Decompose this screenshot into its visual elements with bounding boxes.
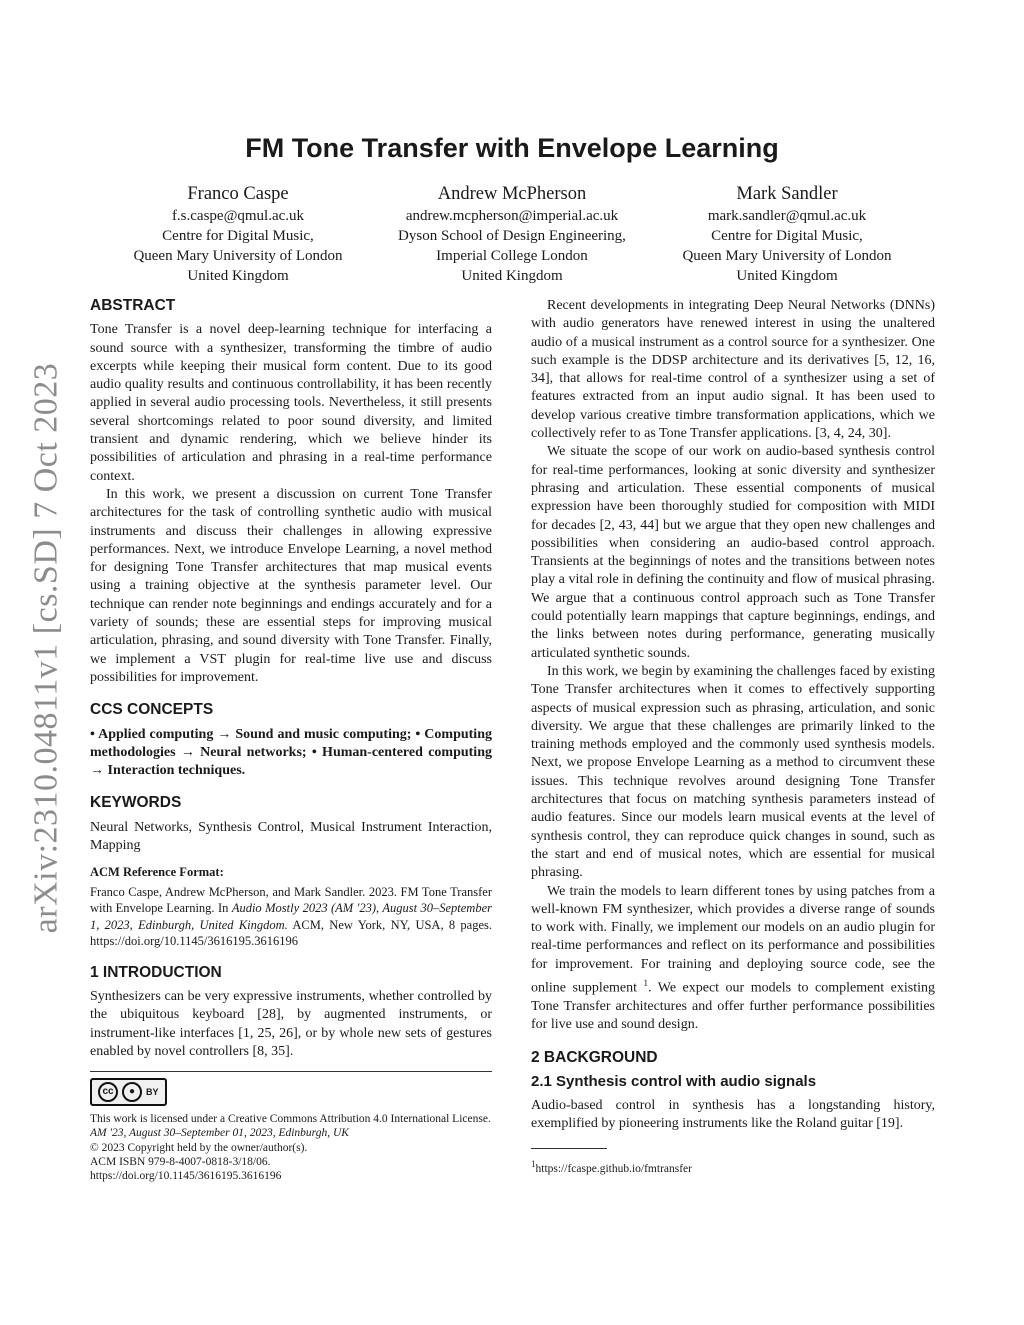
license-divider <box>90 1071 492 1072</box>
introduction-paragraph: We train the models to learn different tones by using patches from a well-known FM synthesizer, which provides a diverse range of sounds to work with. Finally, we implement our models on an audio plugin for real-time performances and reflect on its performance and possibilities for improvement. For training and deploying source code, see the online supplement $^1$. We expect our models to complement existing Tone Transfer architectures and offer further performance possibilities for live use and sound design. <box>531 883 936 1033</box>
introduction-paragraph: Recent developments in integrating Deep Neural Networks (DNNs) with audio generators have renewed interest in using the unaltered audio of a musical instrument as a control source for a synthesizer. One such example is the DDSP architecture and its derivatives [5, 12, 16, 34], that allows for real-time control of a synthesizer using a set of features extracted from an input audio signal. It has been used to develop various creative timbre transformation applications, which we collectively refer to as Tone Transfer applications. [3, 4, 24, 30]. <box>531 298 935 442</box>
acm-reference-venue: Audio Mostly 2023 (AM '23), August 30–September 1, 2023, Edinburgh, United Kingdom. <box>90 901 492 932</box>
author-dept: Dyson School of Design Engineering, <box>398 228 626 244</box>
cc-by-label: BY <box>146 1086 159 1097</box>
author-institution: Queen Mary University of London <box>682 248 892 264</box>
author-institution: Imperial College London <box>436 248 588 264</box>
introduction-paragraph: In this work, we begin by examining the challenges faced by existing Tone Transfer architectures when it comes to effectively supporting aspects of musical expression such as phrasing, articulation, and sonic diversity. We argue that these challenges are primarily linked to the training methods employed and the commonly used synthesis models. Next, we propose Envelope Learning as a method to circumvent these issues. This technique revolves around designing Tone Transfer architectures that focus on matching synthesis parameters instead of audio features. Since our models learn musical events at the level of synthesis control, they can reproduce quick changes in sound, such as the start and end of musical notes, which are essential for musical phrasing. <box>531 663 936 881</box>
introduction-paragraph: We situate the scope of our work on audio-based synthesis control for real-time performances, looking at sonic diversity and synthesizer phrasing and articulation. These essential components of musical expression have been thoroughly studied for composition with MIDI for decades [2, 43, 44] but we argue that they open new challenges and possibilities when considering an audio-based control approach. Transients at the beginnings of notes and the transitions between notes play a vital role in defining the continuity and flow of musical phrasing. We argue that a continuous control approach such as Tone Transfer could potentially learn mappings that capture beginnings, endings, and the links between notes during performance, generating musically articulated synthetic sounds. <box>531 444 935 661</box>
abstract-paragraph: In this work, we present a discussion on current Tone Transfer architectures for the task of controlling synthetic audio with musical instruments and discuss their challenges in allowing expressive performances. Next, we introduce Envelope Learning, a novel method for designing Tone Transfer architectures that map musical events using a training objective at the synthesis parameter level. Our technique can render note beginnings and endings accurately and for a variety of sounds; these are essential steps for improving musical articulation, phrasing, and sound diversity with Tone Transfer. Finally, we implement a VST plugin for real-time live use and discuss possibilities for improvement. <box>90 486 492 685</box>
author-dept: Centre for Digital Music, <box>162 228 314 244</box>
footnote-link[interactable]: https://fcaspe.github.io/fmtransfer <box>535 1162 692 1175</box>
attribution-person-icon: ● <box>122 1082 142 1102</box>
footnote-marker: 1 <box>643 977 649 988</box>
creative-commons-icon: cc <box>98 1082 118 1102</box>
acm-reference: Franco Caspe, Andrew McPherson, and Mark Sandler. 2023. FM Tone Transfer with Envelope Learning. In Audio Mostly 2023 (AM '23), August 30–September 1, 2023, Edinburgh, United Kingdom. ACM, New York, NY, USA, 8 pages. https://doi.org/10.1145/3616195.3616196 <box>90 884 492 949</box>
right-column <box>531 297 935 1178</box>
footnote-divider <box>531 1148 607 1149</box>
author-email: mark.sandler@qmul.ac.uk <box>707 208 867 224</box>
ccs-concepts: • Applied computing → Sound and music computing; • Computing methodologies → Neural networks; • Human-centered computing → Interaction techniques. <box>90 726 492 779</box>
abstract-heading: ABSTRACT <box>90 297 176 314</box>
ccs-heading: CCS CONCEPTS <box>90 701 214 719</box>
keywords-heading: KEYWORDS <box>90 794 182 812</box>
acm-reference-label: ACM Reference Format: <box>90 865 224 880</box>
footnote: $^1$https://fcaspe.github.io/fmtransfer <box>531 1158 692 1175</box>
author-3 <box>637 182 937 286</box>
author-name: Andrew McPherson <box>437 184 587 204</box>
author-country: United Kingdom <box>461 268 563 284</box>
arxiv-sidebar <box>16 360 76 935</box>
arxiv-identifier: arXiv:2310.04811v1 [cs.SD] 7 Oct 2023 <box>27 362 64 933</box>
subsection-heading: 2.1 Synthesis control with audio signals <box>531 1072 817 1090</box>
introduction-paragraph: Synthesizers can be very expressive instruments, whether controlled by the ubiquitous keyboard [28], by augmented instruments, or instrument-like interfaces [1, 25, 26], or by whole new sets of gestures enabled by novel controllers [8, 35]. <box>90 988 492 1059</box>
introduction-heading: 1 INTRODUCTION <box>90 963 222 981</box>
author-name: Franco Caspe <box>187 184 289 204</box>
left-column <box>90 297 492 1184</box>
author-2 <box>362 182 662 286</box>
keywords-text: Neural Networks, Synthesis Control, Musical Instrument Interaction, Mapping <box>90 819 492 854</box>
cc-by-badge <box>90 1078 167 1106</box>
author-dept: Centre for Digital Music, <box>711 228 863 244</box>
license-notice: This work is licensed under a Creative Commons Attribution 4.0 International License. AM '23, August 30–September 01, 2023, Edinburgh, UK © 2023 Copyright held by the owner/author(s). ACM ISBN 979-8-4007-0818-3/18/06. https://doi.org/10.1145/3616195.3616196 <box>90 1113 491 1183</box>
paper-title: FM Tone Transfer with Envelope Learning <box>245 133 779 163</box>
author-email: f.s.caspe@qmul.ac.uk <box>171 208 305 224</box>
author-1 <box>88 182 388 286</box>
abstract-paragraph: Tone Transfer is a novel deep-learning technique for interfacing a sound source with a synthesizer, transforming the timbre of audio excerpts while keeping their musical form content. Due to its good audio quality results and continuous controllability, it has been recently applied in several audio processing tools. Nevertheless, it still presents several shortcomings related to poor sound diversity, and limited transient and dynamic rendering, which we believe hinder its possibilities of articulation and phrasing in a real-time performance context. <box>90 322 492 484</box>
author-institution: Queen Mary University of London <box>133 248 343 264</box>
doi-link[interactable]: https://doi.org/10.1145/3616195.3616196 <box>90 1170 282 1183</box>
author-name: Mark Sandler <box>736 184 838 204</box>
author-country: United Kingdom <box>736 268 838 284</box>
background-paragraph: Audio-based control in synthesis has a longstanding history, exemplified by pioneering instruments like the Roland guitar [19]. <box>531 1098 935 1132</box>
author-block <box>0 182 1024 292</box>
author-country: United Kingdom <box>187 268 289 284</box>
background-heading: 2 BACKGROUND <box>531 1048 658 1066</box>
author-email: andrew.mcpherson@imperial.ac.uk <box>405 208 619 224</box>
